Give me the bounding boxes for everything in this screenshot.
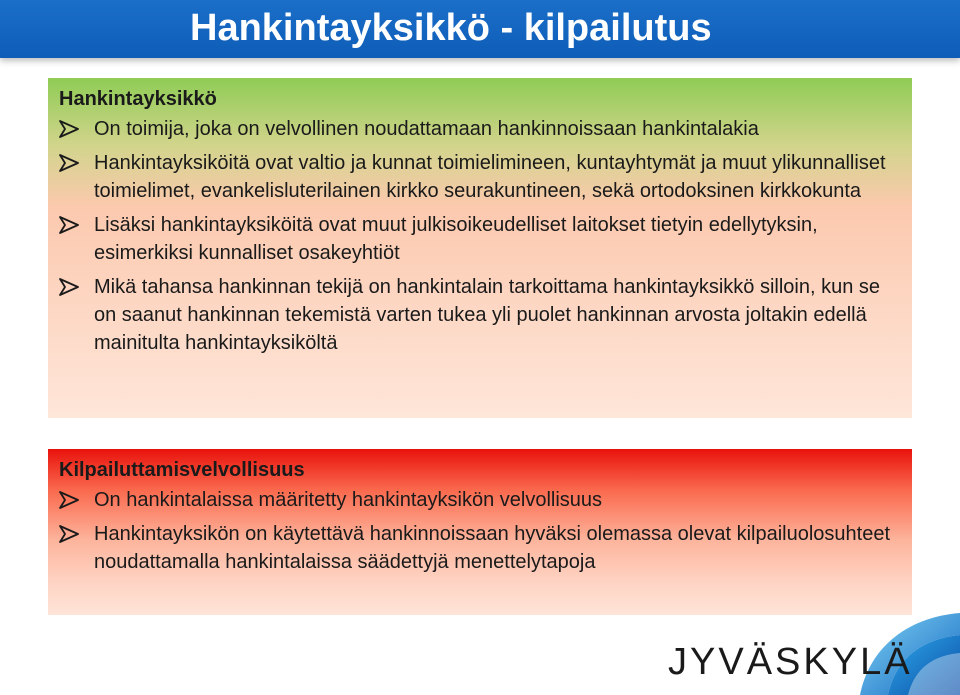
title-bar [0,0,960,58]
bullet-item [59,211,902,267]
section-heading: Hankintayksikkö [59,88,217,110]
bullet-list [59,486,902,576]
bullet-text: On hankintalaissa määritetty hankintayksikön velvollisuus [94,489,603,511]
bullet-text: Hankintayksikön on käytettävä hankinnoissaan hyväksi olemassa olevat kilpailuolosuhteet noudattamalla hankintalaissa säädettyjä menettelytapoja [94,523,891,573]
bullet-text: On toimija, joka on velvollinen noudattamaan hankinnoissaan hankintalakia [94,118,759,140]
arrow-bullet-icon [59,273,81,301]
arrow-bullet-icon [59,520,81,548]
arrow-bullet-icon [59,115,81,143]
bullet-item [59,149,902,205]
section-kilpailuttamisvelvollisuus [48,449,912,615]
bullet-item [59,273,902,357]
arrow-bullet-icon [59,486,81,514]
bullet-text: Lisäksi hankintayksiköitä ovat muut julkisoikeudelliset laitokset tietyin edellytyksin, esimerkiksi kunnalliset osakeyhtiöt [94,214,818,264]
bullet-text: Mikä tahansa hankinnan tekijä on hankintalain tarkoittama hankintayksikkö silloin, kun se on saanut hankinnan tekemistä varten tukea yli puolet hankinnan arvosta joltakin edellä mainitulta hankintayksiköltä [94,276,881,354]
bullet-item [59,486,902,514]
arrow-bullet-icon [59,149,81,177]
bullet-text: Hankintayksiköitä ovat valtio ja kunnat toimielimineen, kuntayhtymät ja muut ylikunnalliset toimielimet, evankelisluterilainen kirkko seurakuntineen, sekä ortodoksinen kirkkokunta [94,152,886,202]
arrow-bullet-icon [59,211,81,239]
bullet-item [59,115,902,143]
jyvaskyla-logo-text: JYVÄSKYLÄ [668,641,913,683]
bullet-item [59,520,902,576]
section-heading: Kilpailuttamisvelvollisuus [59,459,305,481]
page-title: Hankintayksikkö - kilpailutus [190,7,712,49]
section-hankintayksikko [48,78,912,418]
bullet-list [59,115,902,357]
